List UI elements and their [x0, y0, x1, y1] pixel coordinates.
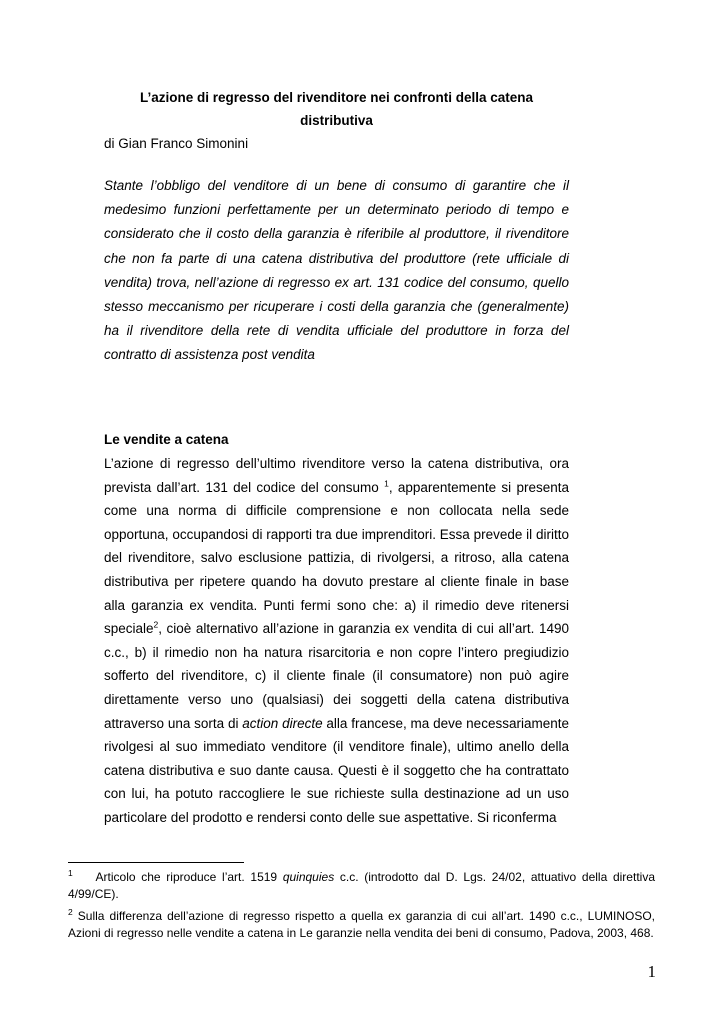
body-text-part-2: , apparentemente si presenta come una norma di difficile comprensione e non collocata nella sede opportuna, occupandosi di rapporti tra due imprenditori. Essa prevede il diritto del rivenditore, salvo esclusione pattizia, di rivolgersi, a ritroso, alla catena distributiva per ripetere quando ha dovuto prestare al cliente finale in base alla garanzia ex vendita. Punti fermi sono che: a) il rimedio deve ritenersi speciale [104, 479, 569, 637]
abstract: Stante l’obbligo del venditore di un bene di consumo di garantire che il medesimo funzioni perfettamente per un determinato periodo di tempo e considerato che il costo della garanzia è riferibile al produttore, il rivenditore che non fa parte di una catena distributiva del produttore (rete ufficiale di vendita) trova, nell’azione di regresso ex art. 131 codice del consumo, quello stesso meccanismo per ricuperare i costi della garanzia che (generalmente) ha il rivenditore della rete di vendita ufficiale del produttore in forza del contratto di assistenza post vendita [104, 178, 569, 363]
article-title-line-1: L’azione di regresso del rivenditore nei confronti della catena [139, 90, 534, 105]
body-text-italic-term: action directe [242, 715, 323, 731]
footnote-1-text-b: c.c. (introdotto dal D. Lgs. 24/02, attuativo della direttiva 4/99/CE). [68, 870, 655, 901]
page-number: 1 [647, 962, 656, 981]
footnote-2 [68, 908, 655, 942]
section-heading: Le vendite a catena [104, 432, 229, 447]
footnote-1-text-a: Articolo che riproduce l’art. 1519 [95, 870, 283, 884]
body-text-part-3: , cioè alternativo all’azione in garanzia ex vendita di cui all’art. 1490 c.c., b) il rimedio non ha natura risarcitoria e non copre l’intero pregiudizio sofferto del rivenditore, c) il cliente finale (il consumatore) non può agire direttamente verso uno (qualsiasi) dei soggetti della catena distributiva attraverso una sorta di [104, 621, 569, 731]
footnote-ref-2[interactable]: 2 [153, 619, 159, 630]
footnote-1-italic: quinquies [282, 870, 335, 884]
body-text-part-1: L’azione di regresso dell’ultimo rivenditore verso la catena distributiva, ora prevista dall’art. 131 del codice del consumo [104, 456, 569, 495]
footnote-2-number: 2 [68, 907, 73, 917]
article-title [104, 86, 569, 132]
footnote-separator [68, 862, 244, 863]
footnote-ref-1[interactable]: 1 [384, 478, 389, 489]
author-byline: di Gian Franco Simonini [104, 136, 249, 151]
footnote-1 [68, 869, 655, 903]
body-paragraph [104, 452, 569, 830]
footnote-2-text: Sulla differenza dell’azione di regresso rispetto a quella ex garanzia di cui all’art. 1490 c.c., LUMINOSO, Azioni di regresso nelle vendite a catena in Le garanzie nella vendita dei beni di consumo, Padova, 2003, 468. [68, 909, 655, 940]
article-title-line-2: distributiva [300, 113, 373, 128]
footnote-1-number: 1 [68, 868, 73, 878]
body-text-part-4: alla francese, ma deve necessariamente rivolgesi al suo immediato venditore (il venditore finale), ultimo anello della catena distributiva e suo dante causa. Questi è il soggetto che ha contrattato con lui, ha potuto raccogliere le sue richieste sulla destinazione ad un uso particolare del prodotto e rendersi conto delle sue aspettative. Si riconferma [104, 715, 569, 825]
